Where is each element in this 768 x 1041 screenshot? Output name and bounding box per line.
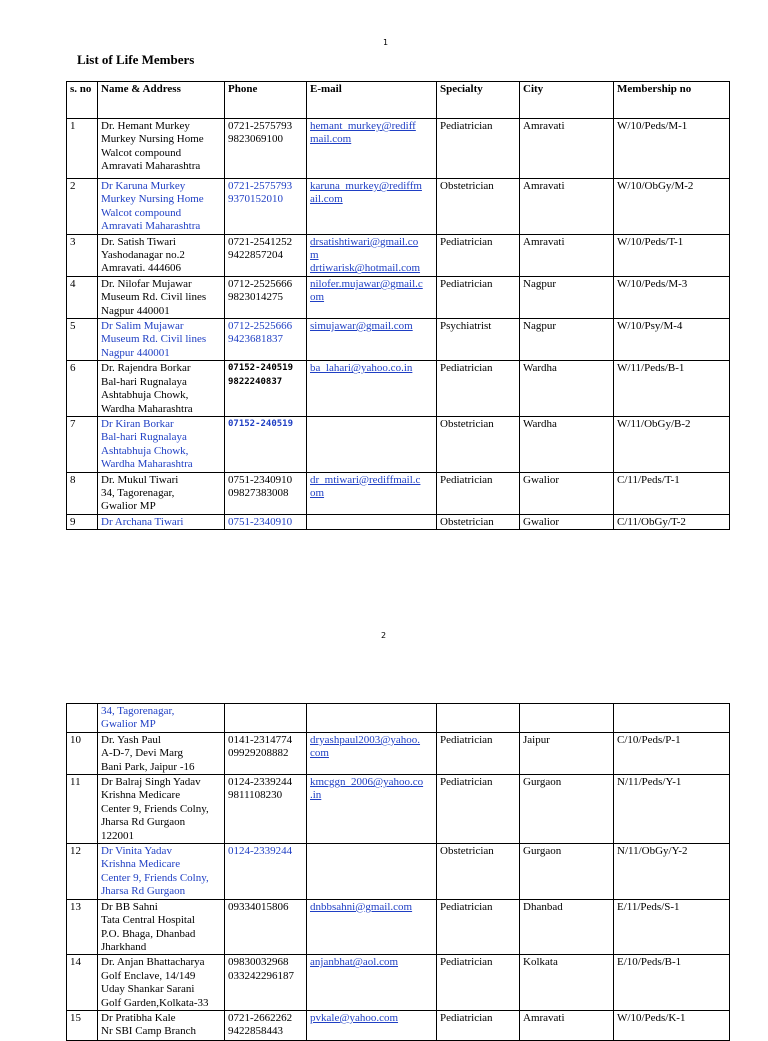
cell-phone	[225, 775, 307, 844]
cell-sno	[67, 704, 98, 733]
cell-membership-no: C/11/Peds/T-1	[614, 472, 730, 514]
phone-line: 9370152010	[228, 193, 283, 206]
cell-specialty	[437, 704, 520, 733]
phone-line: 9422858443	[228, 1025, 283, 1038]
phone-line: 09334015806	[228, 900, 289, 913]
name-address-line: Murkey Nursing Home	[101, 133, 204, 146]
cell-sno: 12	[67, 844, 98, 900]
name-address-line: Gwalior MP	[101, 500, 156, 513]
phone-line: 9423681837	[228, 333, 283, 346]
cell-city: Wardha	[520, 416, 614, 472]
phone-line: 0141-2314774	[228, 733, 293, 746]
cell-city: Nagpur	[520, 276, 614, 318]
cell-email[interactable]	[307, 899, 437, 955]
phone-line: 0712-2525666	[228, 277, 293, 290]
cell-name-address	[98, 276, 225, 318]
cell-membership-no: N/11/ObGy/Y-2	[614, 844, 730, 900]
name-address-line: Walcot compound	[101, 146, 182, 159]
name-address-line: Amravati Maharashtra	[101, 160, 201, 173]
name-address-line: Center 9, Friends Colny,	[101, 802, 209, 815]
cell-membership-no: C/11/ObGy/T-2	[614, 514, 730, 529]
table-header-row	[67, 82, 730, 119]
name-address-line: Dr. Hemant Murkey	[101, 120, 190, 132]
cell-membership-no: E/11/Peds/S-1	[614, 899, 730, 955]
cell-email[interactable]	[307, 179, 437, 235]
email-link[interactable]: pvkale@yahoo.com	[310, 1011, 399, 1024]
cell-sno: 1	[67, 119, 98, 179]
cell-name-address	[98, 361, 225, 417]
cell-phone	[225, 514, 307, 529]
phone-line: 0751-2340910	[228, 473, 293, 486]
cell-sno: 14	[67, 955, 98, 1011]
name-address-line: Center 9, Friends Colny,	[101, 871, 209, 884]
table-row	[67, 276, 730, 318]
name-address-line: Golf Garden,Kolkata-33	[101, 996, 209, 1009]
cell-membership-no: W/10/Peds/K-1	[614, 1010, 730, 1040]
cell-specialty: Pediatrician	[437, 775, 520, 844]
cell-phone	[225, 234, 307, 276]
cell-email[interactable]	[307, 1010, 437, 1040]
table-row	[67, 234, 730, 276]
name-address-line: Dr. Rajendra Borkar	[101, 362, 191, 375]
cell-name-address	[98, 319, 225, 361]
header-email: E-mail	[307, 82, 437, 119]
cell-specialty: Pediatrician	[437, 899, 520, 955]
cell-phone	[225, 899, 307, 955]
name-address-line: Nagpur 440001	[101, 304, 170, 317]
cell-specialty: Psychiatrist	[437, 319, 520, 361]
table-row	[67, 514, 730, 529]
cell-name-address	[98, 704, 225, 733]
name-address-line: P.O. Bhaga, Dhanbad	[101, 927, 196, 940]
table-row	[67, 416, 730, 472]
cell-city: Kolkata	[520, 955, 614, 1011]
table-row	[67, 319, 730, 361]
cell-membership-no: W/11/ObGy/B-2	[614, 416, 730, 472]
name-address-line: Dr Salim Mujawar	[101, 320, 184, 333]
phone-line: 07152-240519	[228, 363, 294, 374]
name-address-line: Dr Karuna Murkey	[101, 180, 186, 192]
cell-phone	[225, 704, 307, 733]
page-number-1: 1	[383, 38, 389, 47]
email-link[interactable]: hemant_murkey@rediff	[310, 120, 416, 132]
cell-email[interactable]	[307, 732, 437, 774]
header-name-address: Name & Address	[98, 82, 225, 119]
cell-city: Amravati	[520, 1010, 614, 1040]
name-address-line: Jharsa Rd Gurgaon	[101, 816, 186, 829]
name-address-line: Walcot compound	[101, 206, 182, 219]
name-address-line: Krishna Medicare	[101, 858, 181, 871]
phone-line: 09827383008	[228, 486, 289, 499]
cell-name-address	[98, 234, 225, 276]
email-link[interactable]: karuna_murkey@rediffm	[310, 180, 422, 192]
cell-membership-no	[614, 704, 730, 733]
name-address-line: Gwalior MP	[101, 718, 156, 731]
name-address-line: Bal-hari Rugnalaya	[101, 375, 187, 388]
table-row	[67, 955, 730, 1011]
phone-line: 033242296187	[228, 969, 294, 982]
name-address-line: Dr. Satish Tiwari	[101, 235, 176, 248]
cell-phone	[225, 179, 307, 235]
email-link[interactable]: drsatishtiwari@gmail.co	[310, 235, 419, 248]
email-link[interactable]: anjanbhat@aol.com	[310, 956, 399, 969]
cell-city	[520, 704, 614, 733]
phone-line: 0721-2575793	[228, 180, 293, 192]
header-specialty: Specialty	[437, 82, 520, 119]
phone-line: 0721-2662262	[228, 1011, 293, 1024]
header-city: City	[520, 82, 614, 119]
phone-line: 9811108230	[228, 789, 283, 802]
name-address-line: Dr Pratibha Kale	[101, 1011, 176, 1024]
name-address-line: Museum Rd. Civil lines	[101, 291, 207, 304]
cell-sno: 2	[67, 179, 98, 235]
header-phone: Phone	[225, 82, 307, 119]
table-row	[67, 472, 730, 514]
email-link[interactable]: ail.com	[310, 193, 343, 206]
name-address-line: A-D-7, Devi Marg	[101, 747, 183, 760]
name-address-line: 34, Tagorenagar,	[101, 486, 175, 499]
cell-email[interactable]	[307, 955, 437, 1011]
cell-email[interactable]	[307, 775, 437, 844]
cell-name-address	[98, 119, 225, 179]
cell-city: Amravati	[520, 119, 614, 179]
name-address-line: Wardha Maharashtra	[101, 458, 193, 471]
cell-specialty: Pediatrician	[437, 234, 520, 276]
name-address-line: Tata Central Hospital	[101, 914, 195, 927]
cell-sno: 10	[67, 732, 98, 774]
cell-sno: 3	[67, 234, 98, 276]
cell-name-address	[98, 955, 225, 1011]
cell-specialty: Pediatrician	[437, 361, 520, 417]
cell-specialty: Pediatrician	[437, 732, 520, 774]
cell-membership-no: W/10/Psy/M-4	[614, 319, 730, 361]
cell-name-address	[98, 416, 225, 472]
cell-email[interactable]	[307, 119, 437, 179]
cell-sno: 7	[67, 416, 98, 472]
phone-line: 9422857204	[228, 249, 283, 262]
cell-phone	[225, 119, 307, 179]
name-address-line: Dr. Nilofar Mujawar	[101, 277, 192, 290]
cell-email	[307, 514, 437, 529]
cell-specialty: Pediatrician	[437, 276, 520, 318]
email-link[interactable]: m	[310, 249, 319, 262]
phone-line: 0751-2340910	[228, 515, 293, 528]
name-address-line: Bani Park, Jaipur -16	[101, 760, 195, 773]
cell-sno: 15	[67, 1010, 98, 1040]
name-address-line: Dr. Anjan Bhattacharya	[101, 956, 205, 969]
table-row	[67, 361, 730, 417]
name-address-line: Amravati Maharashtra	[101, 220, 201, 233]
cell-specialty: Obstetrician	[437, 416, 520, 472]
cell-phone	[225, 319, 307, 361]
phone-line: 0124-2339244	[228, 776, 293, 789]
cell-name-address	[98, 844, 225, 900]
email-link[interactable]: drtiwarisk@hotmail.com	[310, 262, 421, 275]
name-address-line: Jharkhand	[101, 940, 147, 953]
name-address-line: 122001	[101, 829, 134, 842]
cell-name-address	[98, 179, 225, 235]
cell-city: Amravati	[520, 179, 614, 235]
cell-city: Dhanbad	[520, 899, 614, 955]
cell-city: Gurgaon	[520, 775, 614, 844]
cell-membership-no: W/10/Peds/M-3	[614, 276, 730, 318]
cell-membership-no: C/10/Peds/P-1	[614, 732, 730, 774]
cell-email[interactable]	[307, 361, 437, 417]
table-row	[67, 844, 730, 900]
cell-email[interactable]	[307, 276, 437, 318]
name-address-line: Golf Enclave, 14/149	[101, 969, 196, 982]
document-title: List of Life Members	[77, 52, 195, 67]
cell-membership-no: W/10/Peds/M-1	[614, 119, 730, 179]
cell-email	[307, 704, 437, 733]
cell-name-address	[98, 775, 225, 844]
email-link[interactable]: mail.com	[310, 133, 352, 146]
email-link[interactable]: kmcggn_2006@yahoo.co	[310, 776, 424, 789]
cell-email[interactable]	[307, 319, 437, 361]
cell-phone	[225, 955, 307, 1011]
cell-sno: 8	[67, 472, 98, 514]
cell-phone	[225, 844, 307, 900]
email-link[interactable]: ba_lahari@yahoo.co.in	[310, 362, 413, 375]
phone-line: 9823069100	[228, 133, 283, 146]
header-membership-no: Membership no	[614, 82, 730, 119]
cell-phone	[225, 732, 307, 774]
cell-email[interactable]	[307, 234, 437, 276]
name-address-line: Krishna Medicare	[101, 789, 181, 802]
name-address-line: Dr BB Sahni	[101, 900, 158, 913]
name-address-line: Dr Vinita Yadav	[101, 845, 172, 858]
email-link[interactable]: nilofer.mujawar@gmail.c	[310, 277, 423, 290]
phone-line: 0712-2525666	[228, 320, 293, 333]
page-number-2: 2	[381, 631, 387, 640]
cell-specialty: Pediatrician	[437, 1010, 520, 1040]
cell-phone	[225, 361, 307, 417]
name-address-line: Jharsa Rd Gurgaon	[101, 885, 186, 898]
cell-phone	[225, 472, 307, 514]
cell-specialty: Pediatrician	[437, 955, 520, 1011]
cell-email[interactable]	[307, 472, 437, 514]
cell-city: Gurgaon	[520, 844, 614, 900]
cell-sno: 9	[67, 514, 98, 529]
name-address-line: Nagpur 440001	[101, 346, 170, 359]
cell-specialty: Pediatrician	[437, 119, 520, 179]
name-address-line: Yashodanagar no.2	[101, 249, 185, 262]
name-address-line: Dr Balraj Singh Yadav	[101, 776, 201, 789]
cell-city: Amravati	[520, 234, 614, 276]
name-address-line: Ashtabhuja Chowk,	[101, 444, 189, 457]
name-address-line: Bal-hari Rugnalaya	[101, 431, 187, 444]
name-address-line: Ashtabhuja Chowk,	[101, 389, 189, 402]
name-address-line: Museum Rd. Civil lines	[101, 333, 207, 346]
table-row	[67, 732, 730, 774]
cell-phone	[225, 276, 307, 318]
phone-line: 0721-2541252	[228, 235, 293, 248]
name-address-line: 34, Tagorenagar,	[101, 705, 175, 717]
cell-membership-no: E/10/Peds/B-1	[614, 955, 730, 1011]
email-link[interactable]: dnbbsahni@gmail.com	[310, 900, 413, 913]
table-row	[67, 899, 730, 955]
email-link[interactable]: dr_mtiwari@rediffmail.c	[310, 473, 421, 486]
cell-sno: 11	[67, 775, 98, 844]
cell-sno: 4	[67, 276, 98, 318]
name-address-line: Uday Shankar Sarani	[101, 983, 195, 996]
cell-name-address	[98, 899, 225, 955]
members-table-page1	[66, 81, 730, 530]
cell-sno: 13	[67, 899, 98, 955]
table-row	[67, 119, 730, 179]
phone-line: 9823014275	[228, 291, 283, 304]
name-address-line: Murkey Nursing Home	[101, 193, 204, 206]
table-row	[67, 775, 730, 844]
name-address-line: Amravati. 444606	[101, 262, 182, 275]
cell-city: Wardha	[520, 361, 614, 417]
cell-city: Gwalior	[520, 472, 614, 514]
cell-name-address	[98, 732, 225, 774]
phone-line: 09929208882	[228, 747, 289, 760]
phone-line: 0124-2339244	[228, 845, 293, 858]
name-address-line: Wardha Maharashtra	[101, 402, 193, 415]
name-address-line: Dr. Yash Paul	[101, 733, 161, 746]
phone-line: 07152-240519	[228, 418, 294, 429]
email-link[interactable]: .in	[310, 789, 322, 802]
cell-phone	[225, 416, 307, 472]
cell-specialty: Pediatrician	[437, 472, 520, 514]
cell-specialty: Obstetrician	[437, 179, 520, 235]
table-row	[67, 704, 730, 733]
phone-line: 09830032968	[228, 956, 289, 969]
cell-email	[307, 844, 437, 900]
email-link[interactable]: com	[310, 747, 329, 760]
header-sno: s. no	[67, 82, 98, 119]
cell-sno: 5	[67, 319, 98, 361]
email-link[interactable]: simujawar@gmail.com	[310, 320, 413, 333]
cell-membership-no: W/11/Peds/B-1	[614, 361, 730, 417]
cell-email	[307, 416, 437, 472]
table-row	[67, 1010, 730, 1040]
cell-sno: 6	[67, 361, 98, 417]
phone-line: 9822240837	[228, 376, 283, 387]
cell-city: Nagpur	[520, 319, 614, 361]
cell-membership-no: N/11/Peds/Y-1	[614, 775, 730, 844]
phone-line: 0721-2575793	[228, 120, 293, 132]
cell-phone	[225, 1010, 307, 1040]
cell-name-address	[98, 472, 225, 514]
cell-name-address	[98, 514, 225, 529]
email-link[interactable]: om	[310, 291, 325, 304]
email-link[interactable]: om	[310, 486, 325, 499]
email-link[interactable]: dryashpaul2003@yahoo.	[310, 733, 421, 746]
cell-city: Gwalior	[520, 514, 614, 529]
name-address-line: Dr Archana Tiwari	[101, 515, 184, 528]
members-table-page2	[66, 703, 730, 1041]
cell-membership-no: W/10/Peds/T-1	[614, 234, 730, 276]
cell-city: Jaipur	[520, 732, 614, 774]
name-address-line: Dr Kiran Borkar	[101, 417, 174, 430]
name-address-line: Nr SBI Camp Branch	[101, 1025, 197, 1038]
cell-name-address	[98, 1010, 225, 1040]
cell-specialty: Obstetrician	[437, 514, 520, 529]
table-row	[67, 179, 730, 235]
cell-membership-no: W/10/ObGy/M-2	[614, 179, 730, 235]
cell-specialty: Obstetrician	[437, 844, 520, 900]
name-address-line: Dr. Mukul Tiwari	[101, 473, 179, 486]
